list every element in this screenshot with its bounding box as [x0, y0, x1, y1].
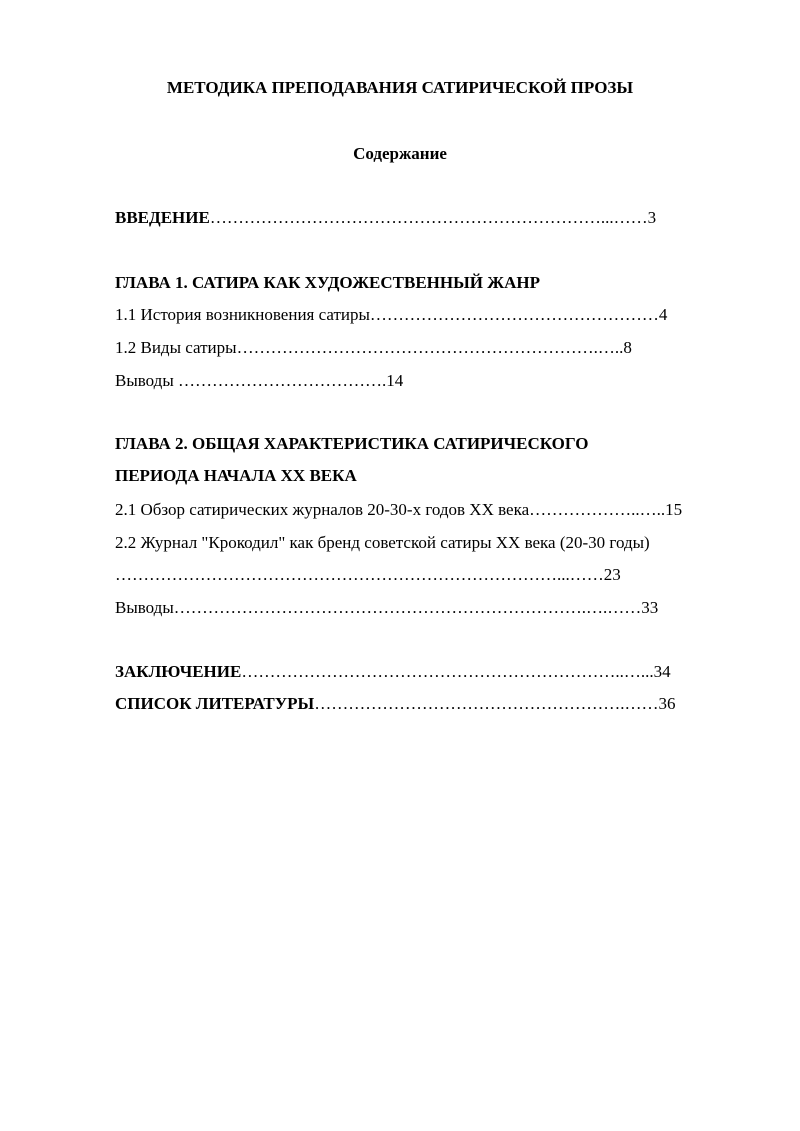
- toc-entry-page: 8: [623, 338, 632, 357]
- toc-entry-label: ГЛАВА 2. ОБЩАЯ ХАРАКТЕРИСТИКА САТИРИЧЕСКОГО: [115, 434, 589, 453]
- toc-entry-leader: ……………………………………………………….…..: [236, 338, 624, 357]
- toc-entry-label: Выводы: [115, 598, 174, 617]
- contents-heading: Содержание: [353, 144, 447, 163]
- document-title: МЕТОДИКА ПРЕПОДАВАНИЯ САТИРИЧЕСКОЙ ПРОЗЫ: [166, 78, 634, 97]
- toc-entry-page: 36: [658, 694, 676, 713]
- toc-entry-chapter-1-conclusions: [115, 371, 403, 391]
- toc-entry-2-1: [115, 500, 682, 520]
- toc-entry-leader: ……………………………………………: [369, 305, 659, 324]
- toc-entry-label: 2.2 Журнал "Крокодил" как бренд советской сатиры ХХ века (20-30 годы): [115, 533, 650, 552]
- toc-entry-page: 33: [641, 598, 659, 617]
- toc-entry-leader: ……………………………………………………………...……: [209, 208, 648, 227]
- toc-entry-1-2: [115, 338, 632, 358]
- toc-entry-leader: ……………………………………………….……: [314, 694, 659, 713]
- toc-entry-conclusion: [115, 662, 671, 682]
- toc-entry-chapter-2-conclusions: [115, 598, 658, 618]
- toc-entry-label: ЗАКЛЮЧЕНИЕ: [115, 662, 242, 681]
- toc-entry-2-2-continuation: [115, 565, 621, 585]
- toc-entry-label: ВВЕДЕНИЕ: [115, 208, 210, 227]
- toc-entry-label: Выводы: [115, 371, 179, 390]
- toc-entry-bibliography: [115, 694, 676, 714]
- toc-entry-page: 4: [658, 305, 668, 324]
- toc-entry-page: 3: [647, 208, 657, 227]
- toc-entry-page: 15: [665, 500, 683, 519]
- toc-chapter-2-heading-line-1: [115, 434, 589, 454]
- toc-chapter-1-heading: [115, 273, 540, 293]
- toc-entry-leader: ……………………………………………………………….….……: [173, 598, 642, 617]
- toc-entry-label: ГЛАВА 1. САТИРА КАК ХУДОЖЕСТВЕННЫЙ ЖАНР: [115, 273, 540, 292]
- toc-entry-page: 34: [653, 662, 671, 681]
- toc-entry-label: 1.1 История возникновения сатиры: [115, 305, 370, 324]
- toc-entry-page: 23: [603, 565, 621, 584]
- toc-entry-label: 1.2 Виды сатиры: [115, 338, 237, 357]
- toc-entry-2-2: [115, 533, 650, 553]
- toc-entry-page: 14: [386, 371, 404, 390]
- toc-entry-1-1: [115, 305, 667, 325]
- toc-entry-leader: ………………..…..: [529, 500, 666, 519]
- toc-entry-leader: ……………………………….: [178, 371, 387, 390]
- toc-entry-label: 2.1 Обзор сатирических журналов 20-30-х годов ХХ века: [115, 500, 530, 519]
- toc-entry-label: СПИСОК ЛИТЕРАТУРЫ: [115, 694, 315, 713]
- toc-entry-introduction: [115, 208, 656, 228]
- toc-entry-leader: ……………………………………………………………………...……: [115, 565, 604, 584]
- toc-entry-label: ПЕРИОДА НАЧАЛА ХХ ВЕКА: [115, 466, 357, 485]
- toc-entry-leader: …………………………………………………………..…...: [241, 662, 654, 681]
- toc-chapter-2-heading-line-2: [115, 466, 357, 486]
